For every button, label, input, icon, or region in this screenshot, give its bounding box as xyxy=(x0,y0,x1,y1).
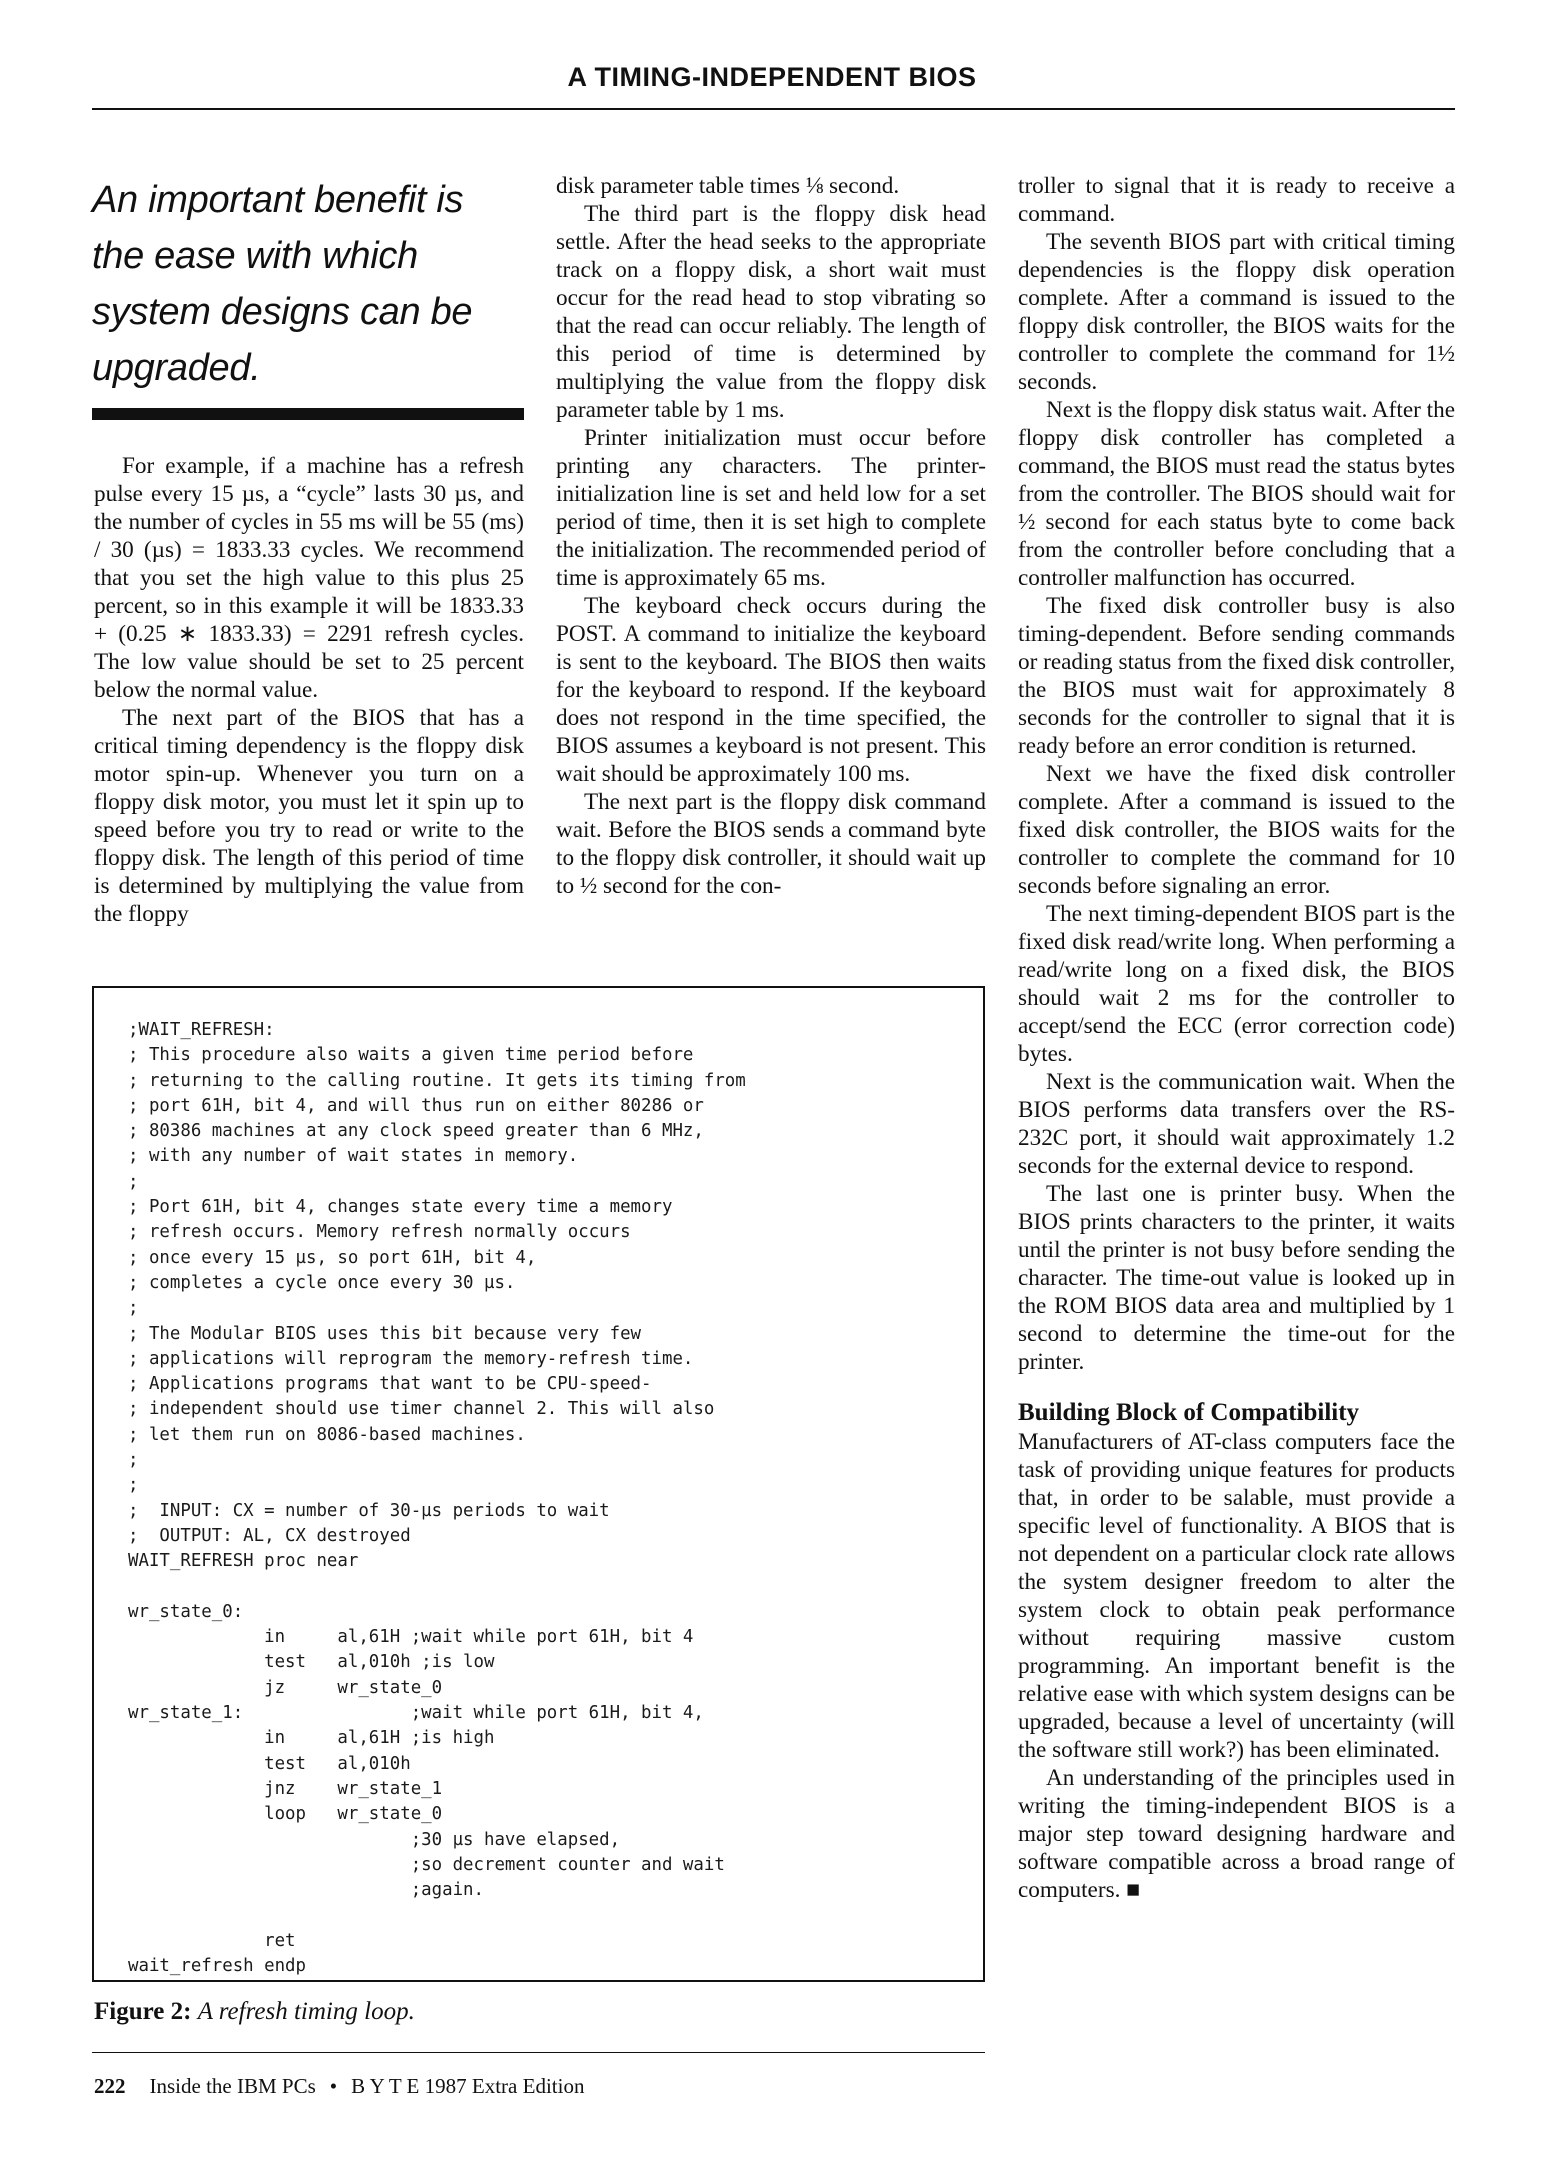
paragraph: The last one is printer busy. When the BIOS prints characters to the printer, it waits until the printer is not busy before sending the character. The time-out value is looked up in the ROM BIOS data area and multiplied by 1 second to determine the time-out for the printer. xyxy=(1018,1181,1455,1375)
paragraph: disk parameter table times ⅛ second. xyxy=(556,173,900,199)
text-column-2 xyxy=(556,172,986,900)
text-column-3 xyxy=(1018,172,1455,1904)
figure-caption xyxy=(94,1998,415,2026)
paragraph: Next we have the fixed disk controller complete. After a command is issued to the fixed disk controller, the BIOS waits for the controller to complete the command for 10 seconds before signaling an error. xyxy=(1018,761,1455,899)
paragraph: The third part is the floppy disk head settle. After the head seeks to the appropriate track on a floppy disk, a short wait must occur for the read head to stop vibrating so that the read can occur reliably. The length of this period of time is determined by multiplying the value from the floppy disk parameter table by 1 ms. xyxy=(556,201,986,423)
figure-code-box xyxy=(92,986,985,1982)
paragraph: troller to signal that it is ready to receive a command. xyxy=(1018,173,1455,227)
page-number: 222 xyxy=(94,2074,126,2098)
footer-separator: • xyxy=(329,2074,338,2098)
paragraph: The next part of the BIOS that has a critical timing dependency is the floppy disk motor spin-up. Whenever you turn on a floppy disk motor, you must let it spin up to speed before you try to read or write to the floppy disk. The length of this period of time is determined by multiplying the value from the floppy xyxy=(94,705,524,927)
paragraph: The next part is the floppy disk command wait. Before the BIOS sends a command byte to the floppy disk controller, it should wait up to ½ second for the con- xyxy=(556,789,986,899)
paragraph: For example, if a machine has a refresh pulse every 15 µs, a “cycle” lasts 30 µs, and the number of cycles in 55 ms will be 55 (ms) / 30 (µs) = 1833.33 cycles. We recommend that you set the high value to this plus 25 percent, so in this example it will be 1833.33 + (0.25 ∗ 1833.33) = 2291 refresh cycles. The low value should be set to 25 percent below the normal value. xyxy=(94,453,524,703)
section-heading: Building Block of Compatibility xyxy=(1018,1399,1360,1426)
text-column-1 xyxy=(94,452,524,928)
header-rule xyxy=(92,108,1455,110)
paragraph: Next is the floppy disk status wait. After the floppy disk controller has completed a command, the BIOS must read the status bytes from the controller. The BIOS should wait for ½ second for each status byte to come back from the controller before concluding that a controller malfunction has occurred. xyxy=(1018,397,1455,591)
paragraph: The keyboard check occurs during the POST. A command to initialize the keyboard is sent to the keyboard. The BIOS then waits for the keyboard to respond. If the keyboard does not respond in the time specified, the BIOS assumes a keyboard is not present. This wait should be approximately 100 ms. xyxy=(556,593,986,787)
pull-quote-bar xyxy=(92,408,524,420)
figure-caption-label: Figure 2: xyxy=(94,1998,192,2025)
footer-magazine: B Y T E 1987 Extra Edition xyxy=(351,2074,585,2098)
paragraph: Printer initialization must occur before printing any characters. The printer-initialization line is set and held low for a set period of time, then it is set high to complete the initialization. The recommended period of time is approximately 65 ms. xyxy=(556,425,986,591)
code-listing: ;WAIT_REFRESH: ; This procedure also waits a given time period before ; returning to the calling routine. It gets its timing from ; port 61H, bit 4, and will thus run on either 80286 or ; 80386 machines at any clock speed greater than 6 MHz, ; with any number of wait states in memory. ; ; Port 61H, bit 4, changes state every time a memory ; refresh occurs. Memory refresh normally occurs ; once every 15 µs, so port 61H, bit 4, ; completes a cycle once every 30 µs. ; ; The Modular BIOS uses this bit because very few ; applications will reprogram the memory-refresh time. ; Applications programs that want to be CPU-speed- ; independent should use timer channel 2. This will also ; let them run on 8086-based machines. ; ; ; INPUT: CX = number of 30-µs periods to wait ; OUTPUT: AL, CX destroyed WAIT_REFRESH proc near wr_state_0: in al,61H ;wait while port 61H, bit 4 test al,010h ;is low jz wr_state_0 wr_state_1: ;wait while port 61H, bit 4, in al,61H ;is high test al,010h jnz wr_state_1 loop wr_state_0 ;30 µs have elapsed, ;so decrement counter and wait ;again. ret wait_refresh endp xyxy=(128,1020,746,1976)
paragraph: The next timing-dependent BIOS part is the fixed disk read/write long. When performing a read/write long on a fixed disk, the BIOS should wait 2 ms for the controller to accept/send the ECC (error correction code) bytes. xyxy=(1018,901,1455,1067)
pull-quote: An important benefit is the ease with which system designs can be upgraded. xyxy=(92,179,473,389)
figure-caption-text: A refresh timing loop. xyxy=(197,1998,415,2025)
paragraph: An understanding of the principles used in writing the timing-independent BIOS is a major step toward designing hardware and software compatible across a broad range of computers. ■ xyxy=(1018,1765,1455,1903)
running-header: A TIMING-INDEPENDENT BIOS xyxy=(567,62,977,92)
footer-publication: Inside the IBM PCs xyxy=(149,2074,316,2098)
paragraph: Next is the communication wait. When the BIOS performs data transfers over the RS-232C port, it should wait approximately 1.2 seconds for the external device to respond. xyxy=(1018,1069,1455,1179)
paragraph: The fixed disk controller busy is also timing-dependent. Before sending commands or reading status from the fixed disk controller, the BIOS must wait for approximately 8 seconds for the controller to signal that it is ready before an error condition is returned. xyxy=(1018,593,1455,759)
page-footer xyxy=(94,2074,584,2099)
footer-rule xyxy=(92,2052,985,2053)
paragraph: The seventh BIOS part with critical timing dependencies is the floppy disk operation complete. After a command is issued to the floppy disk controller, the BIOS waits for the controller to complete the command for 1½ seconds. xyxy=(1018,229,1455,395)
paragraph: Manufacturers of AT-class computers face the task of providing unique features for products that, in order to be salable, must provide a specific level of functionality. A BIOS that is not dependent on a particular clock rate allows the system designer freedom to alter the system clock to obtain peak performance without requiring massive custom programming. An important benefit is the relative ease with which system designs can be upgraded, because a level of uncertainty (will the software still work?) has been eliminated. xyxy=(1018,1429,1455,1763)
